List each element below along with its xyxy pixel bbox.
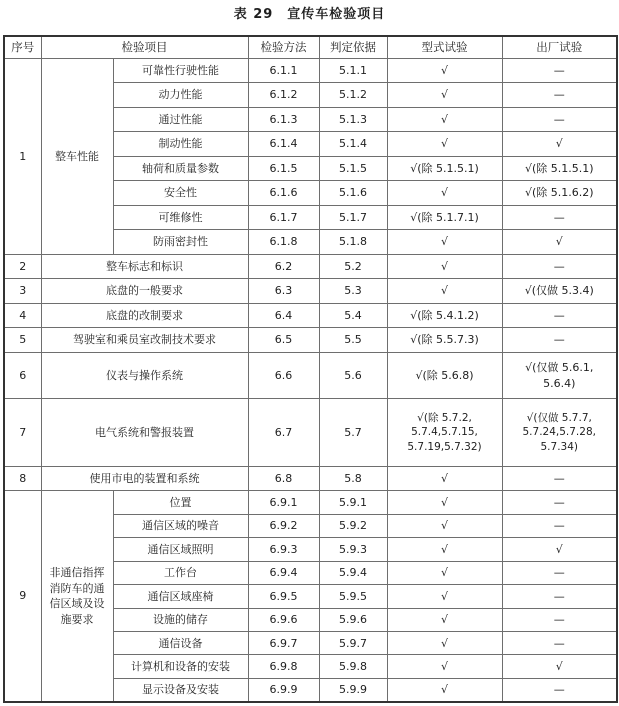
- header-method: 检验方法: [248, 36, 319, 58]
- group-label-line: 消防车的通: [49, 581, 105, 595]
- type-test-cell: √: [387, 678, 502, 702]
- basis-cell: 5.9.3: [319, 538, 387, 561]
- table-row: [4, 399, 617, 466]
- type-test-cell: √: [387, 608, 502, 631]
- type-test-line: 5.7.19,5.7.32): [407, 440, 482, 453]
- item-cell: 底盘的一般要求: [41, 279, 248, 303]
- basis-cell: 5.5: [319, 328, 387, 352]
- header-item: 检验项目: [41, 36, 248, 58]
- basis-cell: 5.4: [319, 303, 387, 327]
- method-cell: 6.9.9: [248, 678, 319, 702]
- table-row: [4, 303, 617, 327]
- factory-test-cell: —: [502, 254, 617, 278]
- type-test-cell: √: [387, 585, 502, 608]
- table-row: [4, 491, 617, 514]
- factory-test-cell: —: [502, 585, 617, 608]
- table-row: [4, 254, 617, 278]
- factory-test-cell: —: [502, 83, 617, 107]
- method-cell: 6.8: [248, 466, 319, 490]
- factory-test-cell: √: [502, 230, 617, 254]
- item-cell: 工作台: [113, 561, 248, 584]
- factory-test-line: √(仅做 5.6.1,: [525, 361, 594, 375]
- factory-test-cell: —: [502, 561, 617, 584]
- row-number: 7: [4, 399, 41, 466]
- method-cell: 6.7: [248, 399, 319, 466]
- item-cell: 动力性能: [113, 83, 248, 107]
- basis-cell: 5.6: [319, 352, 387, 399]
- method-cell: 6.2: [248, 254, 319, 278]
- method-cell: 6.1.3: [248, 107, 319, 131]
- method-cell: 6.9.7: [248, 631, 319, 654]
- table-row: [4, 58, 617, 82]
- factory-test-cell: √(除 5.1.6.2): [502, 181, 617, 205]
- basis-cell: 5.9.8: [319, 655, 387, 678]
- type-test-cell: √: [387, 107, 502, 131]
- row-number: 4: [4, 303, 41, 327]
- item-cell: 通信区域的噪音: [113, 514, 248, 537]
- method-cell: 6.1.6: [248, 181, 319, 205]
- type-test-cell: √(除 5.6.8): [387, 352, 502, 399]
- type-test-cell: √: [387, 561, 502, 584]
- type-test-cell: √: [387, 514, 502, 537]
- method-cell: 6.1.4: [248, 132, 319, 156]
- type-test-cell: √: [387, 655, 502, 678]
- type-test-cell: √: [387, 279, 502, 303]
- factory-test-cell: —: [502, 514, 617, 537]
- basis-cell: 5.9.4: [319, 561, 387, 584]
- item-cell: 防雨密封性: [113, 230, 248, 254]
- factory-test-cell: —: [502, 328, 617, 352]
- method-cell: 6.1.2: [248, 83, 319, 107]
- basis-cell: 5.1.4: [319, 132, 387, 156]
- factory-test-cell: √: [502, 132, 617, 156]
- basis-cell: 5.9.6: [319, 608, 387, 631]
- table-row: [4, 328, 617, 352]
- table-row: [4, 352, 617, 399]
- type-test-cell: √: [387, 466, 502, 490]
- type-test-cell: √: [387, 631, 502, 654]
- type-test-cell: √: [387, 254, 502, 278]
- basis-cell: 5.1.2: [319, 83, 387, 107]
- row-number: 9: [4, 491, 41, 702]
- item-cell: 可靠性行驶性能: [113, 58, 248, 82]
- factory-test-cell: √(仅做 5.3.4): [502, 279, 617, 303]
- factory-test-cell: —: [502, 608, 617, 631]
- item-cell: 使用市电的装置和系统: [41, 466, 248, 490]
- method-cell: 6.9.4: [248, 561, 319, 584]
- basis-cell: 5.1.6: [319, 181, 387, 205]
- factory-test-cell: —: [502, 678, 617, 702]
- factory-test-line: 5.6.4): [543, 376, 576, 390]
- method-cell: 6.9.6: [248, 608, 319, 631]
- factory-test-cell: —: [502, 303, 617, 327]
- factory-test-cell: [502, 399, 617, 466]
- basis-cell: 5.1.3: [319, 107, 387, 131]
- basis-cell: 5.9.2: [319, 514, 387, 537]
- factory-test-cell: —: [502, 205, 617, 229]
- type-test-cell: [387, 399, 502, 466]
- basis-cell: 5.9.1: [319, 491, 387, 514]
- item-cell: 通信区域座椅: [113, 585, 248, 608]
- row-number: 8: [4, 466, 41, 490]
- type-test-cell: √: [387, 132, 502, 156]
- basis-cell: 5.1.1: [319, 58, 387, 82]
- type-test-line: √(除 5.7.2,: [417, 411, 472, 424]
- basis-cell: 5.9.9: [319, 678, 387, 702]
- group-label-line: 施要求: [60, 612, 94, 626]
- method-cell: 6.9.8: [248, 655, 319, 678]
- group-label: 整车性能: [41, 58, 113, 254]
- type-test-cell: √(除 5.1.5.1): [387, 156, 502, 180]
- basis-cell: 5.1.8: [319, 230, 387, 254]
- item-cell: 电气系统和警报装置: [41, 399, 248, 466]
- item-cell: 位置: [113, 491, 248, 514]
- item-cell: 通过性能: [113, 107, 248, 131]
- basis-cell: 5.2: [319, 254, 387, 278]
- group-label: [41, 491, 113, 702]
- basis-cell: 5.1.5: [319, 156, 387, 180]
- factory-test-cell: —: [502, 107, 617, 131]
- factory-test-line: 5.7.34): [540, 440, 578, 453]
- table-row: [4, 279, 617, 303]
- group-label-line: 非通信指挥: [49, 566, 105, 580]
- header-row: [4, 36, 617, 58]
- item-cell: 安全性: [113, 181, 248, 205]
- method-cell: 6.3: [248, 279, 319, 303]
- type-test-cell: √: [387, 181, 502, 205]
- method-cell: 6.5: [248, 328, 319, 352]
- method-cell: 6.9.2: [248, 514, 319, 537]
- factory-test-cell: √: [502, 655, 617, 678]
- item-cell: 显示设备及安装: [113, 678, 248, 702]
- method-cell: 6.6: [248, 352, 319, 399]
- type-test-line: 5.7.4,5.7.15,: [411, 426, 478, 439]
- factory-test-line: √(仅做 5.7.7,: [526, 411, 592, 424]
- method-cell: 6.1.1: [248, 58, 319, 82]
- item-cell: 通信设备: [113, 631, 248, 654]
- row-number: 1: [4, 58, 41, 254]
- basis-cell: 5.1.7: [319, 205, 387, 229]
- factory-test-cell: —: [502, 466, 617, 490]
- method-cell: 6.9.3: [248, 538, 319, 561]
- row-number: 2: [4, 254, 41, 278]
- group-label-line: 信区域及设: [49, 597, 105, 611]
- method-cell: 6.1.7: [248, 205, 319, 229]
- item-cell: 通信区域照明: [113, 538, 248, 561]
- row-number: 6: [4, 352, 41, 399]
- basis-cell: 5.9.7: [319, 631, 387, 654]
- table-caption: 表 29 宣传车检验项目: [233, 7, 386, 22]
- inspection-items-table: [3, 35, 618, 703]
- item-cell: 可维修性: [113, 205, 248, 229]
- type-test-cell: √(除 5.1.7.1): [387, 205, 502, 229]
- item-cell: 驾驶室和乘员室改制技术要求: [41, 328, 248, 352]
- header-type-test: 型式试验: [387, 36, 502, 58]
- factory-test-cell: —: [502, 491, 617, 514]
- factory-test-cell: —: [502, 631, 617, 654]
- row-number: 5: [4, 328, 41, 352]
- type-test-cell: √: [387, 538, 502, 561]
- basis-cell: 5.9.5: [319, 585, 387, 608]
- basis-cell: 5.8: [319, 466, 387, 490]
- factory-test-cell: √(除 5.1.5.1): [502, 156, 617, 180]
- item-cell: 制动性能: [113, 132, 248, 156]
- method-cell: 6.4: [248, 303, 319, 327]
- factory-test-cell: √: [502, 538, 617, 561]
- type-test-cell: √: [387, 230, 502, 254]
- method-cell: 6.9.5: [248, 585, 319, 608]
- type-test-cell: √: [387, 491, 502, 514]
- item-cell: 计算机和设备的安装: [113, 655, 248, 678]
- table-row: [4, 466, 617, 490]
- basis-cell: 5.7: [319, 399, 387, 466]
- header-factory-test: 出厂试验: [502, 36, 617, 58]
- type-test-cell: √: [387, 83, 502, 107]
- factory-test-cell: [502, 352, 617, 399]
- header-no: 序号: [4, 36, 41, 58]
- item-cell: 整车标志和标识: [41, 254, 248, 278]
- type-test-cell: √(除 5.4.1.2): [387, 303, 502, 327]
- factory-test-cell: —: [502, 58, 617, 82]
- basis-cell: 5.3: [319, 279, 387, 303]
- row-number: 3: [4, 279, 41, 303]
- method-cell: 6.1.5: [248, 156, 319, 180]
- header-basis: 判定依据: [319, 36, 387, 58]
- type-test-cell: √: [387, 58, 502, 82]
- type-test-cell: √(除 5.5.7.3): [387, 328, 502, 352]
- item-cell: 轴荷和质量参数: [113, 156, 248, 180]
- item-cell: 底盘的改制要求: [41, 303, 248, 327]
- method-cell: 6.1.8: [248, 230, 319, 254]
- item-cell: 设施的储存: [113, 608, 248, 631]
- method-cell: 6.9.1: [248, 491, 319, 514]
- item-cell: 仪表与操作系统: [41, 352, 248, 399]
- factory-test-line: 5.7.24,5.7.28,: [522, 426, 596, 439]
